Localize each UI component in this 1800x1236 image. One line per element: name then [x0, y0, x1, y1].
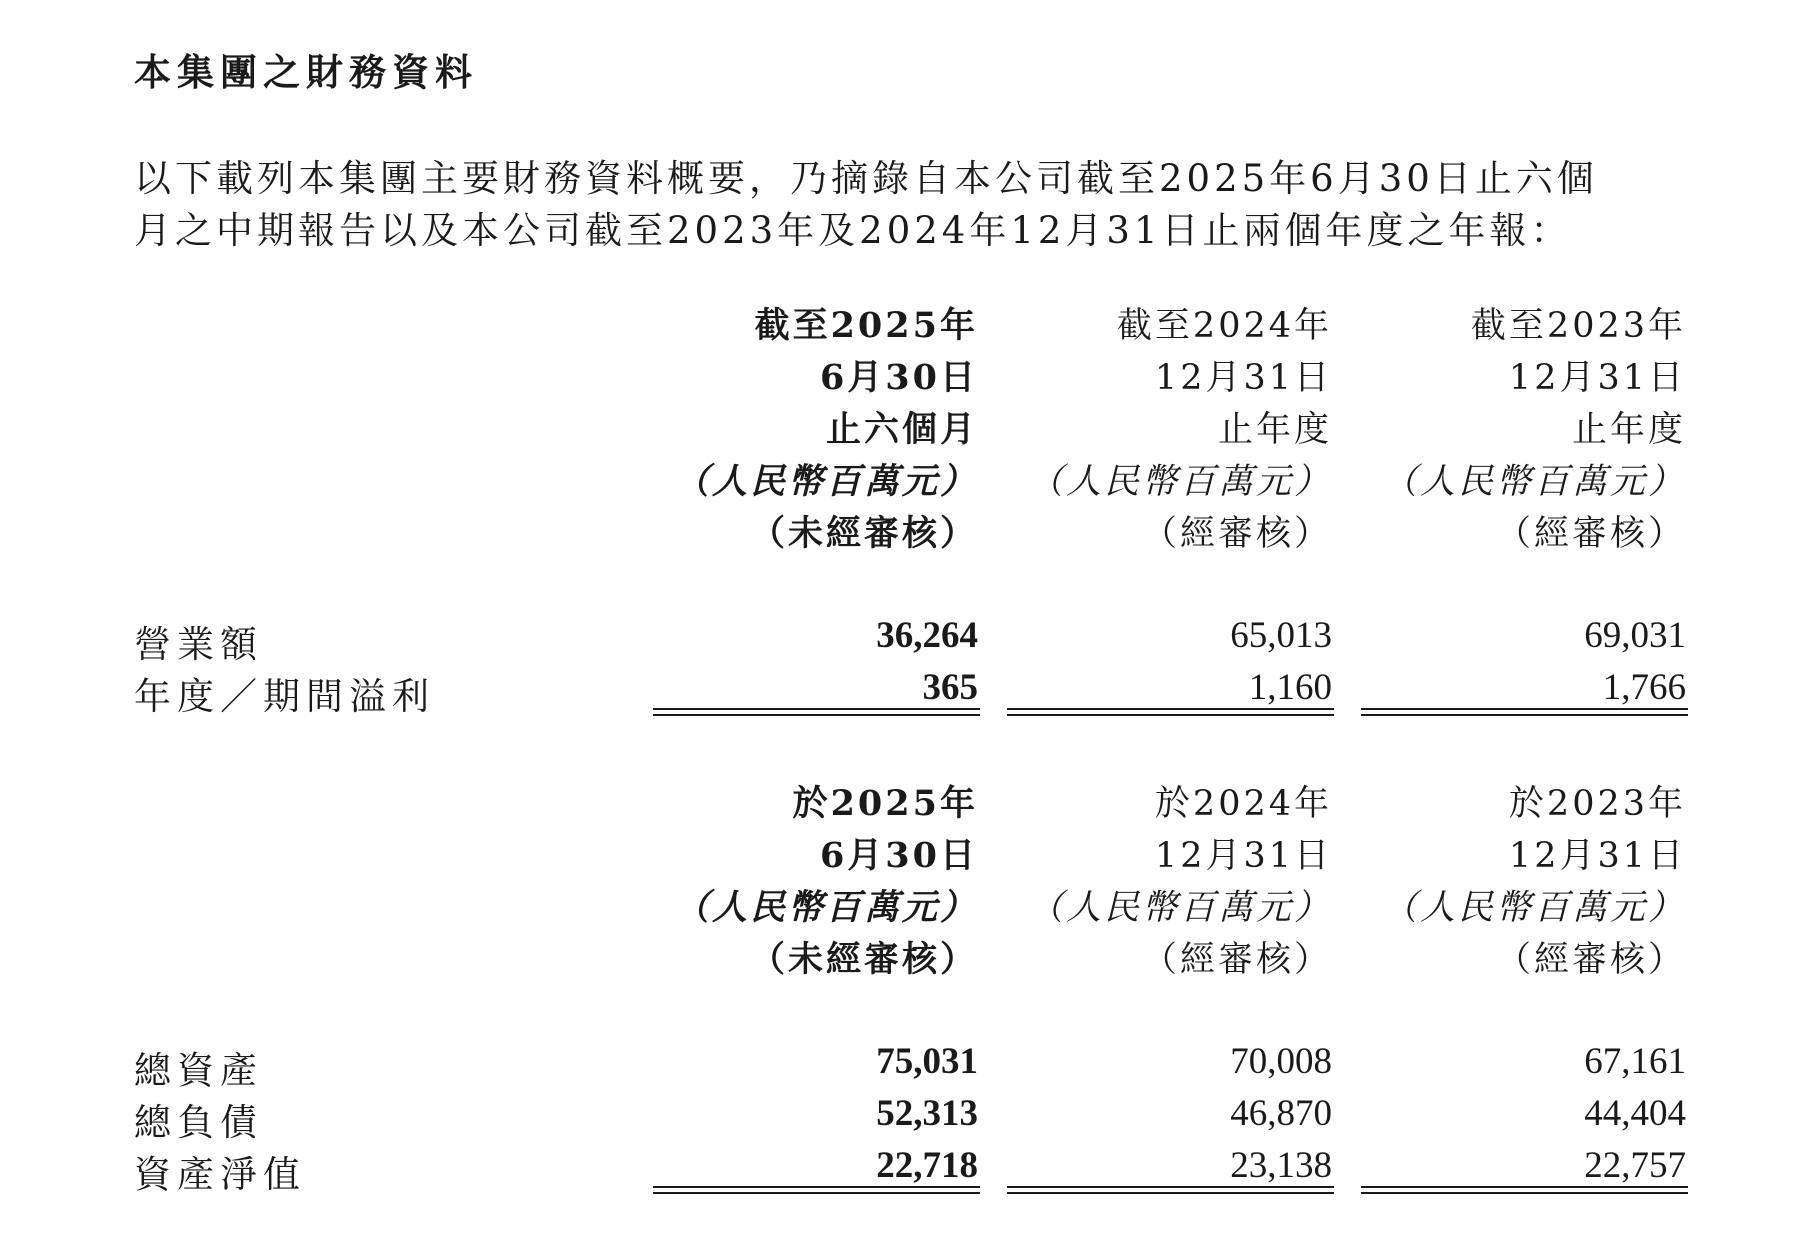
cell-value: 67,161 [1584, 1041, 1686, 1082]
header-line: （人民幣百萬元） [1381, 888, 1686, 928]
cell-value: 75,031 [876, 1041, 978, 1082]
header-line: （經審核） [1495, 940, 1686, 980]
cell-value: 22,757 [1584, 1145, 1686, 1186]
header-line: 止年度 [1217, 410, 1332, 450]
cell-value: 365 [922, 667, 978, 708]
section-heading: 本集團之財務資料 [134, 50, 478, 94]
row-label-total-liabilities: 總負債 [134, 1101, 263, 1144]
header-line: 12月31日 [1508, 358, 1686, 398]
header-line: 6月30日 [819, 835, 978, 876]
header-line: 6月30日 [819, 357, 978, 398]
double-underline-bottom [1007, 1192, 1334, 1194]
header-line: 於2023年 [1508, 784, 1686, 824]
cell-value: 36,264 [876, 615, 978, 656]
cell-value: 52,313 [876, 1093, 978, 1134]
row-label-revenue: 營業額 [134, 623, 263, 666]
cell-value: 70,008 [1230, 1041, 1332, 1082]
double-underline-top [653, 1186, 980, 1188]
header-line: （經審核） [1141, 940, 1332, 980]
cell-value: 69,031 [1584, 615, 1686, 656]
row-label-total-assets: 總資產 [134, 1049, 263, 1092]
double-underline-top [1007, 1186, 1334, 1188]
header-line: （人民幣百萬元） [673, 887, 978, 928]
s1-col2-header [1028, 300, 1332, 560]
s2-col3-header [1382, 778, 1686, 986]
double-underline-bottom [653, 1192, 980, 1194]
header-line: 12月31日 [1154, 358, 1332, 398]
header-line: （未經審核） [749, 939, 978, 980]
intro-line-1: 以下載列本集團主要財務資料概要，乃摘錄自本公司截至2025年6月30日止六個 [134, 157, 1598, 200]
header-line: （人民幣百萬元） [1381, 462, 1686, 502]
header-line: （經審核） [1495, 514, 1686, 554]
header-line: 截至2023年 [1470, 306, 1686, 346]
header-line: 截至2025年 [754, 305, 978, 346]
header-line: 截至2024年 [1116, 306, 1332, 346]
cell-value: 46,870 [1230, 1093, 1332, 1134]
cell-value: 23,138 [1230, 1145, 1332, 1186]
double-underline-top [1007, 708, 1334, 710]
cell-value: 65,013 [1230, 615, 1332, 656]
header-line: 12月31日 [1508, 836, 1686, 876]
intro-line-2: 月之中期報告以及本公司截至2023年及2024年12月31日止兩個年度之年報： [134, 209, 1572, 252]
row-label-profit: 年度／期間溢利 [134, 675, 435, 718]
double-underline-bottom [1361, 714, 1688, 716]
header-line: 止六個月 [825, 409, 978, 450]
header-line: （經審核） [1141, 514, 1332, 554]
cell-value: 44,404 [1584, 1093, 1686, 1134]
header-line: （人民幣百萬元） [1027, 462, 1332, 502]
cell-value: 1,160 [1248, 667, 1332, 708]
cell-value: 22,718 [876, 1145, 978, 1186]
s1-col3-header [1382, 300, 1686, 560]
double-underline-top [1361, 708, 1688, 710]
double-underline-bottom [1007, 714, 1334, 716]
double-underline-bottom [1361, 1192, 1688, 1194]
double-underline-top [1361, 1186, 1688, 1188]
header-line: 止年度 [1571, 410, 1686, 450]
header-line: 於2024年 [1154, 784, 1332, 824]
row-label-net-assets: 資產淨值 [134, 1153, 306, 1196]
s1-col1-header [674, 300, 978, 560]
s2-col2-header [1028, 778, 1332, 986]
header-line: 於2025年 [792, 783, 978, 824]
header-line: （人民幣百萬元） [673, 461, 978, 502]
double-underline-bottom [653, 714, 980, 716]
cell-value: 1,766 [1602, 667, 1686, 708]
header-line: 12月31日 [1154, 836, 1332, 876]
header-line: （人民幣百萬元） [1027, 888, 1332, 928]
s2-col1-header [674, 778, 978, 986]
double-underline-top [653, 708, 980, 710]
header-line: （未經審核） [749, 513, 978, 554]
